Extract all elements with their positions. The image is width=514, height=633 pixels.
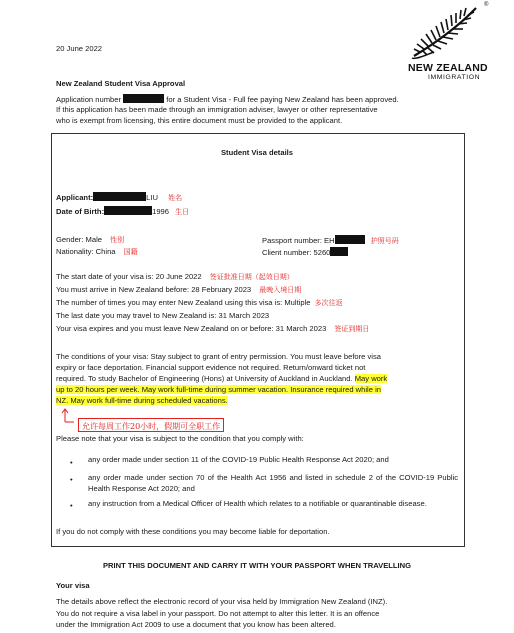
date-row-arrive: You must arrive in New Zealand before: 28 February 2023 最晚入境日期 [56, 285, 302, 294]
client-row: Client number: 5260 [262, 247, 348, 258]
bullet-item-1: any order made under section 11 of the COVID-19 Public Health Response Act 2020; and [88, 455, 389, 464]
your-visa-line1: The details above reflect the electronic record of your visa held by Immigration New Zealand (INZ). [56, 597, 388, 606]
bullet-icon: • [70, 458, 73, 467]
letter-date: 20 June 2022 [56, 44, 103, 53]
registered-mark: ® [484, 2, 489, 8]
work-rights-note: 允许每周工作20小时，假期可全职工作 [82, 422, 221, 431]
logo-line1: NEW ZEALAND [408, 62, 488, 74]
dob-note: 生日 [175, 208, 190, 216]
bullet-item-3: any instruction from a Medical Officer of Health which relates to a notifiable or quarantinable disease. [88, 499, 427, 508]
intro-line1: Application number for a Student Visa - Full fee paying New Zealand has been approved. [56, 95, 399, 104]
date-row-entries: The number of times you may enter New Zealand using this visa is: Multiple 多次往返 [56, 298, 343, 307]
gender-note: 性别 [110, 236, 125, 244]
nationality-note: 国籍 [123, 248, 138, 256]
intro-line3: who is exempt from licensing, this entire document must be provided to the applicant. [56, 116, 343, 125]
conditions-line2: expiry or face deportation. Financial support evidence not required. Return/onward ticket not [56, 363, 366, 372]
redaction-dob [104, 206, 152, 215]
work-rights-note-box [78, 418, 224, 432]
redaction-application-number [123, 94, 164, 103]
your-visa-line2: You do not require a visa label in your passport. Do not attempt to alter this letter. It is an offence [56, 609, 380, 618]
details-heading: Student Visa details [220, 148, 294, 157]
bullet-icon: • [70, 501, 73, 510]
nationality-row: Nationality: China 国籍 [56, 247, 138, 256]
conditions-line3: required. To study Bachelor of Engineering (Hons) at University of Auckland in Auckland. May work [56, 374, 388, 383]
bullet-icon: • [70, 475, 73, 484]
date-row-last-travel: The last date you may travel to New Zealand is: 31 March 2023 [56, 311, 270, 320]
redaction-passport [335, 235, 365, 244]
redaction-applicant-name [93, 192, 146, 201]
print-notice: PRINT THIS DOCUMENT AND CARRY IT WITH YOUR PASSPORT WHEN TRAVELLING [102, 561, 412, 570]
silver-fern-icon [404, 4, 494, 62]
nz-immigration-logo [404, 4, 494, 84]
passport-note: 护照号码 [370, 237, 399, 245]
closing-line: If you do not comply with these conditions you may become liable for deportation. [56, 527, 330, 536]
work-condition-highlight-1: May work [354, 374, 388, 383]
work-condition-highlight-2: up to 20 hours per week. May work full-time during summer vacation. Insurance required while in [56, 385, 381, 394]
your-visa-line3: under the Immigration Act 2009 to use a document that you know has been altered. [56, 620, 336, 629]
applicant-row: Applicant: LIU 姓名 [56, 193, 183, 202]
your-visa-heading: Your visa [56, 581, 90, 590]
note-intro: Please note that your visa is subject to the condition that you comply with: [56, 434, 304, 443]
conditions-line4 [56, 385, 381, 395]
logo-line2: IMMIGRATION [428, 74, 481, 81]
work-condition-highlight-3: NZ. May work full-time during scheduled vacations. [56, 396, 228, 405]
gender-row: Gender: Male 性别 [56, 235, 125, 244]
conditions-line1: The conditions of your visa: Stay subject to grant of entry permission. You must leave before visa [56, 352, 382, 361]
date-row-start: The start date of your visa is: 20 June 2022 签证批准日期（起效日期） [56, 272, 294, 281]
intro-line2: If this application has been made through an immigration adviser, lawyer or other representative [56, 105, 378, 114]
date-row-expiry: Your visa expires and you must leave New Zealand on or before: 31 March 2023 签证到期日 [56, 324, 370, 333]
dob-row: Date of Birth: 1996 生日 [56, 207, 190, 216]
document-title: New Zealand Student Visa Approval [56, 79, 186, 88]
passport-row: Passport number: EH 护照号码 [262, 236, 399, 245]
redaction-client [330, 247, 348, 256]
applicant-note: 姓名 [168, 194, 183, 202]
bullet-item-2: any order made under section 70 of the Health Act 1956 and listed in schedule 2 of the COVID-19 Public Health Response Act 2020; and [88, 473, 458, 493]
